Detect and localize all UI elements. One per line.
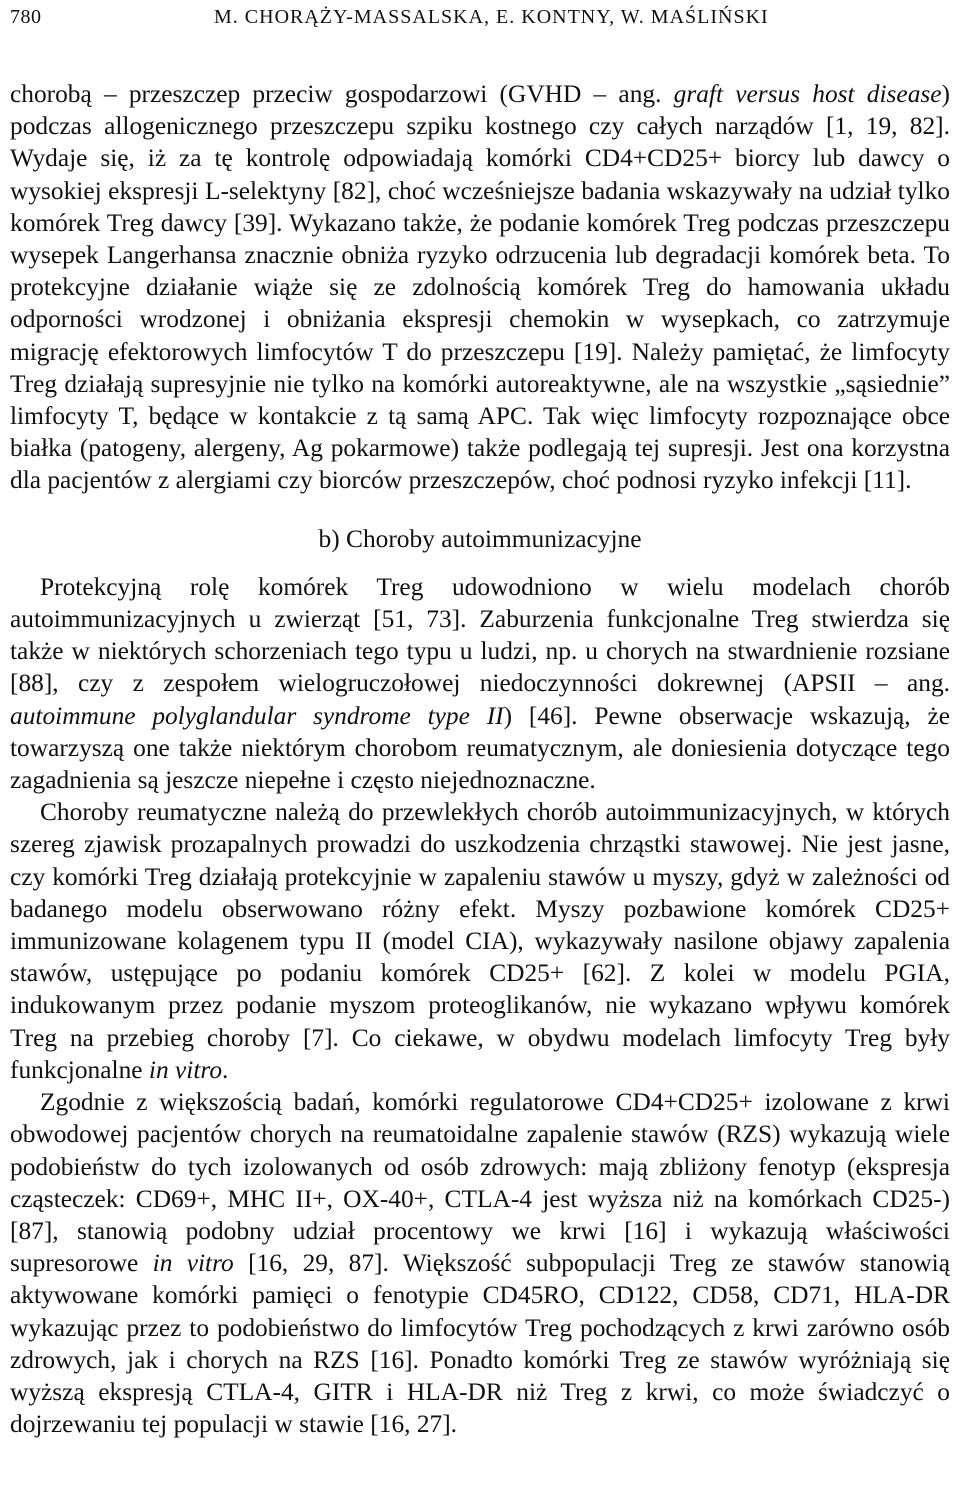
article-body <box>10 78 950 1440</box>
italic-term: graft versus host disease <box>673 80 942 108</box>
section-heading-autoimmune: b) Choroby autoimmunizacyjne <box>318 524 642 553</box>
paragraph-autoimmune-models <box>10 571 950 796</box>
paragraph-rheumatic-diseases <box>10 796 950 1086</box>
italic-term: autoimmune polyglandular syndrome type II <box>10 701 504 730</box>
italic-term: in vitro <box>148 1055 223 1084</box>
page-number: 780 <box>10 6 42 28</box>
text-segment: Protekcyjną rolę komórek Treg udowodniono w wielu modelach chorób autoimmunizacyjnych u zwierząt [51, 73]. Zaburzenia funkcjonalne Treg stwierdza się także w niektórych schorzeniach tego typu u ludzi, np. u chorych na stwardnienie rozsiane [88], czy z zespołem wielogruczołowej niedoczynności dokrewnej (APSII – ang. <box>10 572 950 698</box>
text-segment: . <box>222 1055 229 1084</box>
text-segment: ) podczas allogenicznego przeszczepu szpiku kostnego czy całych narządów [1, 19, 82]. Wydaje się, iż za tę kontrolę odpowiadają komórki CD4+CD25+ biorcy lub dawcy o wysokiej ekspresji L-selektyny [82], choć wcześniejsze badania wskazywały na udział tylko komórek Treg dawcy [39]. Wykazano także, że podanie komórek Treg podczas przeszczepu wysepek Langerhansa znacznie obniża ryzyko odrzucenia lub degradacji komórek beta. To protekcyjne działanie wiąże się ze zdolnością komórek Treg do hamowania układu odporności wrodzonej i obniżania ekspresji chemokin w wysepkach, co zatrzymuje migrację efektorowych limfocytów T do przeszczepu [19]. Należy pamiętać, że limfocyty Treg działają supresyjnie nie tylko na komórki autoreaktywne, ale na wszystkie „sąsiednie” limfocyty T, będące w kontakcie z tą samą APC. Tak więc limfocyty rozpoznające obce białka (patogeny, alergeny, Ag pokarmowe) także podlegają tej supresji. Jest ona korzystna dla pacjentów z alergiami czy biorców przeszczepów, choć podnosi ryzyko infekcji [11]. <box>10 80 951 495</box>
running-head-authors: M. CHORĄŻY-MASSALSKA, E. KONTNY, W. MAŚLIŃSKI <box>214 6 769 28</box>
text-segment: ) [46]. Pewne obserwacje wskazują, że towarzyszą one także niektórym chorobom reumatycznym, ale doniesienia dotyczące tego zagadnienia są jeszcze niepełne i często niejednoznaczne. <box>10 701 950 795</box>
running-header <box>10 6 950 40</box>
paragraph-ra-treg <box>10 1086 950 1440</box>
text-segment: Zgodnie z większością badań, komórki regulatorowe CD4+CD25+ izolowane z krwi obwodowej pacjentów chorych na reumatoidalne zapalenie stawów (RZS) wykazują wiele podobieństw do tych izolowanych od osób zdrowych: mają zbliżony fenotyp (ekspresja cząsteczek: CD69+, MHC II+, OX-40+, CTLA-4 jest wyższa niż na komórkach CD25-) [87], stanowią podobny udział procentowy we krwi [16] i wykazują właściwości supresorowe <box>10 1088 950 1278</box>
text-segment: [16, 29, 87]. Większość subpopulacji Treg ze stawów stanowią aktywowane komórki pamięci o fenotypie CD45RO, CD122, CD58, CD71, HLA-DR wykazując przez to podobieństwo do limfocytów Treg pochodzących z krwi zarówno osób zdrowych, jak i chorych na RZS [16]. Ponadto komórki Treg ze stawów wyróżniają się wyższą ekspresją CTLA-4, GITR i HLA-DR niż Treg z krwi, co może świadczyć o dojrzewaniu tej populacji w stawie [16, 27]. <box>10 1249 950 1439</box>
paragraph-gvhd-continuation <box>10 78 950 497</box>
text-segment: Choroby reumatyczne należą do przewlekłych chorób autoimmunizacyjnych, w których szereg zjawisk prozapalnych prowadzi do uszkodzenia chrząstki stawowej. Nie jest jasne, czy komórki Treg działają protekcyjnie w zapaleniu stawów u myszy, gdyż w zależności od badanego modelu obserwowano różny efekt. Myszy pozbawione komórek CD25+ immunizowane kolagenem typu II (model CIA), wykazywały nasilone objawy zapalenia stawów, ustępujące po podaniu komórek CD25+ [62]. Z kolei w modelu PGIA, indukowanym przez podanie myszom proteoglikanów, nie wykazano wpływu komórek Treg na przebieg choroby [7]. Co ciekawe, w obydwu modelach limfocyty Treg były funkcjonalne <box>10 798 950 1084</box>
text-segment: chorobą – przeszczep przeciw gospodarzowi (GVHD – ang. <box>10 80 674 108</box>
italic-term: in vitro <box>152 1249 234 1278</box>
